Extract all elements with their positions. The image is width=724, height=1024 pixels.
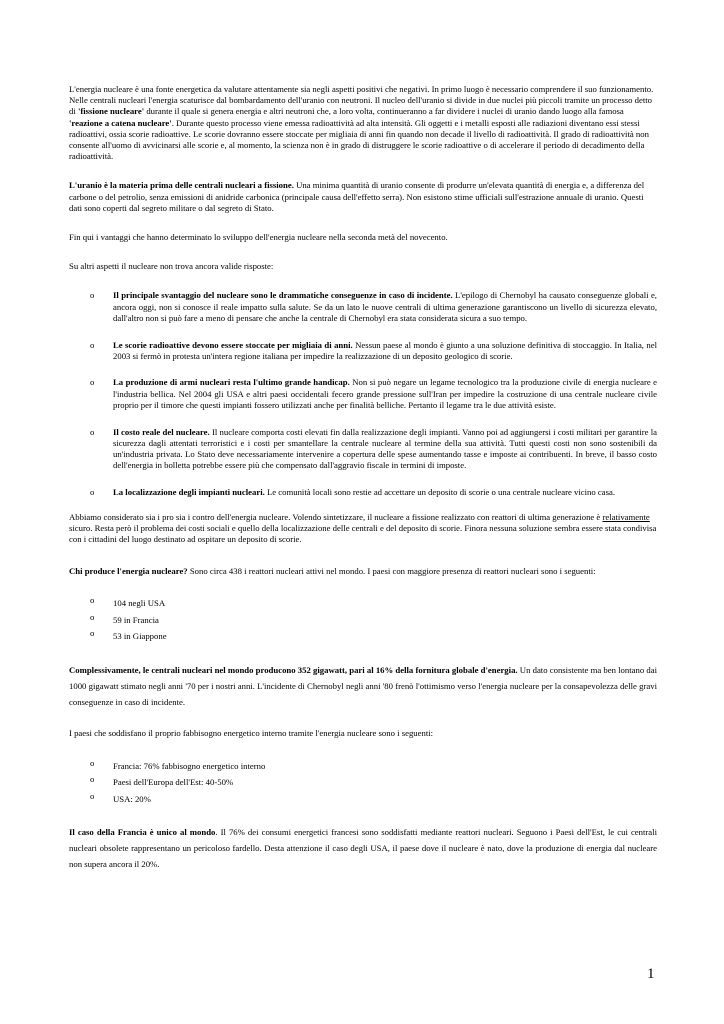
bullet-icon: o bbox=[90, 290, 95, 301]
paragraph-producers: Chi produce l'energia nucleare? Sono circa 438 i reattori nucleari attivi nel mondo. I paesi con maggiore presenza di reattori nucleari sono i seguenti: bbox=[69, 565, 596, 576]
paragraph-advantages: Fin qui i vantaggi che hanno determinato lo sviluppo dell'energia nucleare nella seconda metà del novecento. bbox=[69, 232, 448, 243]
list-item: o 104 negli USA bbox=[90, 595, 166, 609]
list-item: o La produzione di armi nucleari resta l'ultimo grande handicap. Non si può negare un legame tecnologico tra la produzione civile di energia nucleare e l'industria bellica. Nel 2004 gli USA e altri paesi occidentali fecero grande pressione sull'Iran per impedire la costruzione di una centrale nucleare civile proprio per il timore che questi impianti fossero utilizzati anche per finalità belliche. Pertanto il legame tra le due attività esiste. bbox=[90, 377, 658, 410]
list-item: o La localizzazione degli impianti nucleari. Le comunità locali sono restie ad accettare un deposito di scorie o una centrale nucleare vicino casa. bbox=[90, 486, 616, 497]
list-item: o 53 in Giappone bbox=[90, 628, 167, 642]
list-item: o Le scorie radioattive devono essere stoccate per migliaia di anni. Nessun paese al mondo è giunto a una soluzione definitiva di stoccaggio. In Italia, nel 2003 si fermò in protesta un'intera regione italiana per impedire la realizzazione di un deposito geologico di scorie. bbox=[90, 339, 657, 361]
bullet-icon: o bbox=[90, 790, 95, 801]
document-page bbox=[69, 84, 657, 872]
list-item: o Paesi dell'Europa dell'Est: 40-50% bbox=[90, 774, 234, 788]
bullet-icon: o bbox=[90, 426, 95, 437]
paragraph-self-sufficiency: I paesi che soddisfano il proprio fabbisogno energetico interno tramite l'energia nucleare sono i seguenti: bbox=[69, 728, 434, 739]
bullet-icon: o bbox=[90, 486, 95, 497]
list-item: o Il costo reale del nucleare. Il nucleare comporta costi elevati fin dalla realizzazione degli impianti. Vanno poi ad aggiungersi i costi militari per garantire la sicurezza dagli attentati terroristici e i costi per smantellare la centrale nucleare al termine della sua attività. Tutti questi costi non sono sostenibili da un'industria privata. Lo Stato deve necessariamente intervenire a copertura delle spese aumentando tasse e imposte ai contribuenti. In breve, il basso costo dell'energia in bolletta potrebbe essere più che compensato dall'aggravio fiscale in termini di imposte. bbox=[90, 426, 657, 471]
bullet-icon: o bbox=[90, 757, 95, 768]
bullet-icon: o bbox=[90, 774, 95, 785]
bullet-icon: o bbox=[90, 611, 95, 622]
list-item: o Francia: 76% fabbisogno energetico interno bbox=[90, 757, 266, 771]
page-number: 1 bbox=[647, 966, 655, 982]
list-item: o USA: 20% bbox=[90, 790, 151, 804]
shares-list bbox=[69, 758, 657, 808]
bullet-icon: o bbox=[90, 339, 95, 350]
paragraph-global-output: Complessivamente, le centrali nucleari nel mondo producono 352 gigawatt, pari al 16% della fornitura globale d'energia. Un dato consistente ma ben lontano dai 1000 gigawatt stimato negli anni '70 per i nostri anni. L'incidente di Chernobyl negli anni '80 frenò l'ottimismo verso l'energia nucleare per la consapevolezza delle gravi conseguenze in caso di incidente. bbox=[69, 664, 657, 707]
paragraph-uranium: L'uranio è la materia prima delle centrali nucleari a fissione. Una minima quantità di uranio consente di produrre un'elevata quantità di energia e, a differenza del carbone o del petrolio, senza emissioni di anidride carbonica (principale causa dell'effetto serra). Non esistono stime ufficiali sull'estrazione annuale di uranio. Questi dati sono coperti dal segreto militare o dal segreto di Stato. bbox=[69, 180, 645, 213]
paragraph-summary: Abbiamo considerato sia i pro sia i contro dell'energia nucleare. Volendo sintetizzare, il nucleare a fissione realizzato con reattori di ultima generazione è relativamente sicuro. Resta però il problema dei costi sociali e quello della localizzazione delle centrali e del deposito di scorie. Finora nessuna soluzione sembra essere stata condivisa con i cittadini del luogo destinato ad ospitare un deposito di scorie. bbox=[69, 512, 657, 545]
reactors-list bbox=[69, 595, 657, 645]
paragraph-intro: L'energia nucleare è una fonte energetica da valutare attentamente sia negli aspetti positivi che negativi. In primo luogo è necessario comprendere il suo funzionamento. Nelle centrali nucleari l'energia scaturisce dal bombardamento dell'uranio con neutroni. Il nucleo dell'uranio si divide in due nuclei più piccoli tramite un processo detto di 'fissione nucleare' durante il quale si genera energia e altri neutroni che, a loro volta, continueranno a far dividere i nuclei di uranio dando luogo alla famosa 'reazione a catena nucleare'. Durante questo processo viene emessa radioattività ad alta intensità. Gli oggetti e i metalli esposti alle radiazioni diventano essi stessi radioattivi, ossia scorie radioattive. Le scorie dovranno essere stoccate per migliaia di anni fin quando non decade il livello di radioattività. Il grado di radioattività non consente all'uomo di avvicinarsi alle scorie e, al momento, la scienza non è in grado di distruggere le scorie radioattive o di accelerare il periodo di decadimento della radioattività. bbox=[69, 84, 654, 162]
bullet-icon: o bbox=[90, 377, 95, 388]
list-item: o Il principale svantaggio del nucleare sono le drammatiche conseguenze in caso di incidente. L'epilogo di Chernobyl ha causato conseguenze globali e, ancora oggi, non si conosce il reale impatto sulla salute. Se da un lato le nuove centrali di ultima generazione garantiscono un livello di sicurezza elevato, dall'altro non si può fare a meno di pensare che anche la centrale di Chernobyl era stata considerata sicura a suo tempo. bbox=[90, 290, 657, 323]
paragraph-open-issues: Su altri aspetti il nucleare non trova ancora valide risposte: bbox=[69, 261, 274, 272]
bullet-icon: o bbox=[90, 595, 95, 606]
paragraph-france: Il caso della Francia è unico al mondo. Il 76% dei consumi energetici francesi sono soddisfatti mediante reattori nucleari. Seguono i Paesi dell'Est, le cui centrali nucleari obsolete rappresentano un pericoloso fardello. Desta attenzione il caso degli USA, il paese dove il nucleare è nato, dove la produzione di energia dal nucleare non supera ancora il 20%. bbox=[69, 827, 657, 869]
bullet-icon: o bbox=[90, 628, 95, 639]
list-item: o 59 in Francia bbox=[90, 611, 159, 625]
cons-list bbox=[69, 290, 657, 498]
